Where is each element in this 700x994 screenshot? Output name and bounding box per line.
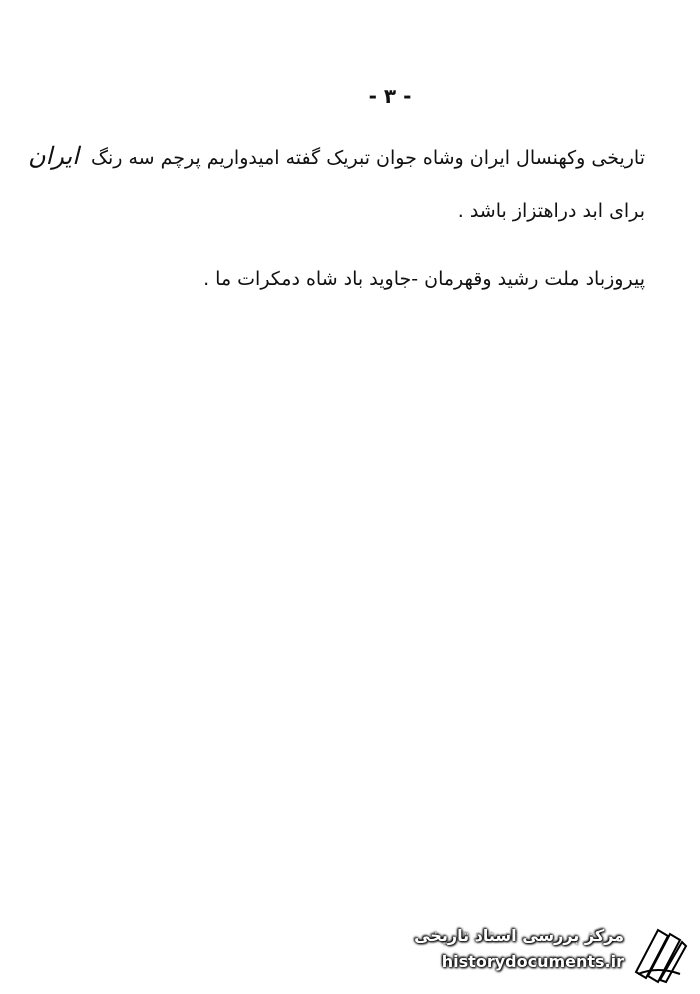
body-line-1: [28, 142, 645, 170]
body-line-1-text: تاریخی وکهنسال ایران وشاه جوان تبریک گفته امیدواریم پرچم سه رنگ: [90, 147, 645, 169]
page-number: - ٣ -: [368, 84, 412, 108]
watermark-url: historydocuments.ir: [441, 952, 624, 971]
body-line-2: برای ابد دراهتزاز باشد .: [457, 200, 645, 222]
body-line-3: پیروزباد ملت رشید وقهرمان -جاوید باد شاه دمکرات ما .: [203, 268, 645, 290]
watermark-title: مرکز بررسی اسناد تاریخی: [414, 926, 624, 945]
document-archive-logo-icon: [628, 922, 690, 984]
watermark: [405, 922, 690, 986]
handwritten-insertion: ایران: [28, 142, 79, 170]
